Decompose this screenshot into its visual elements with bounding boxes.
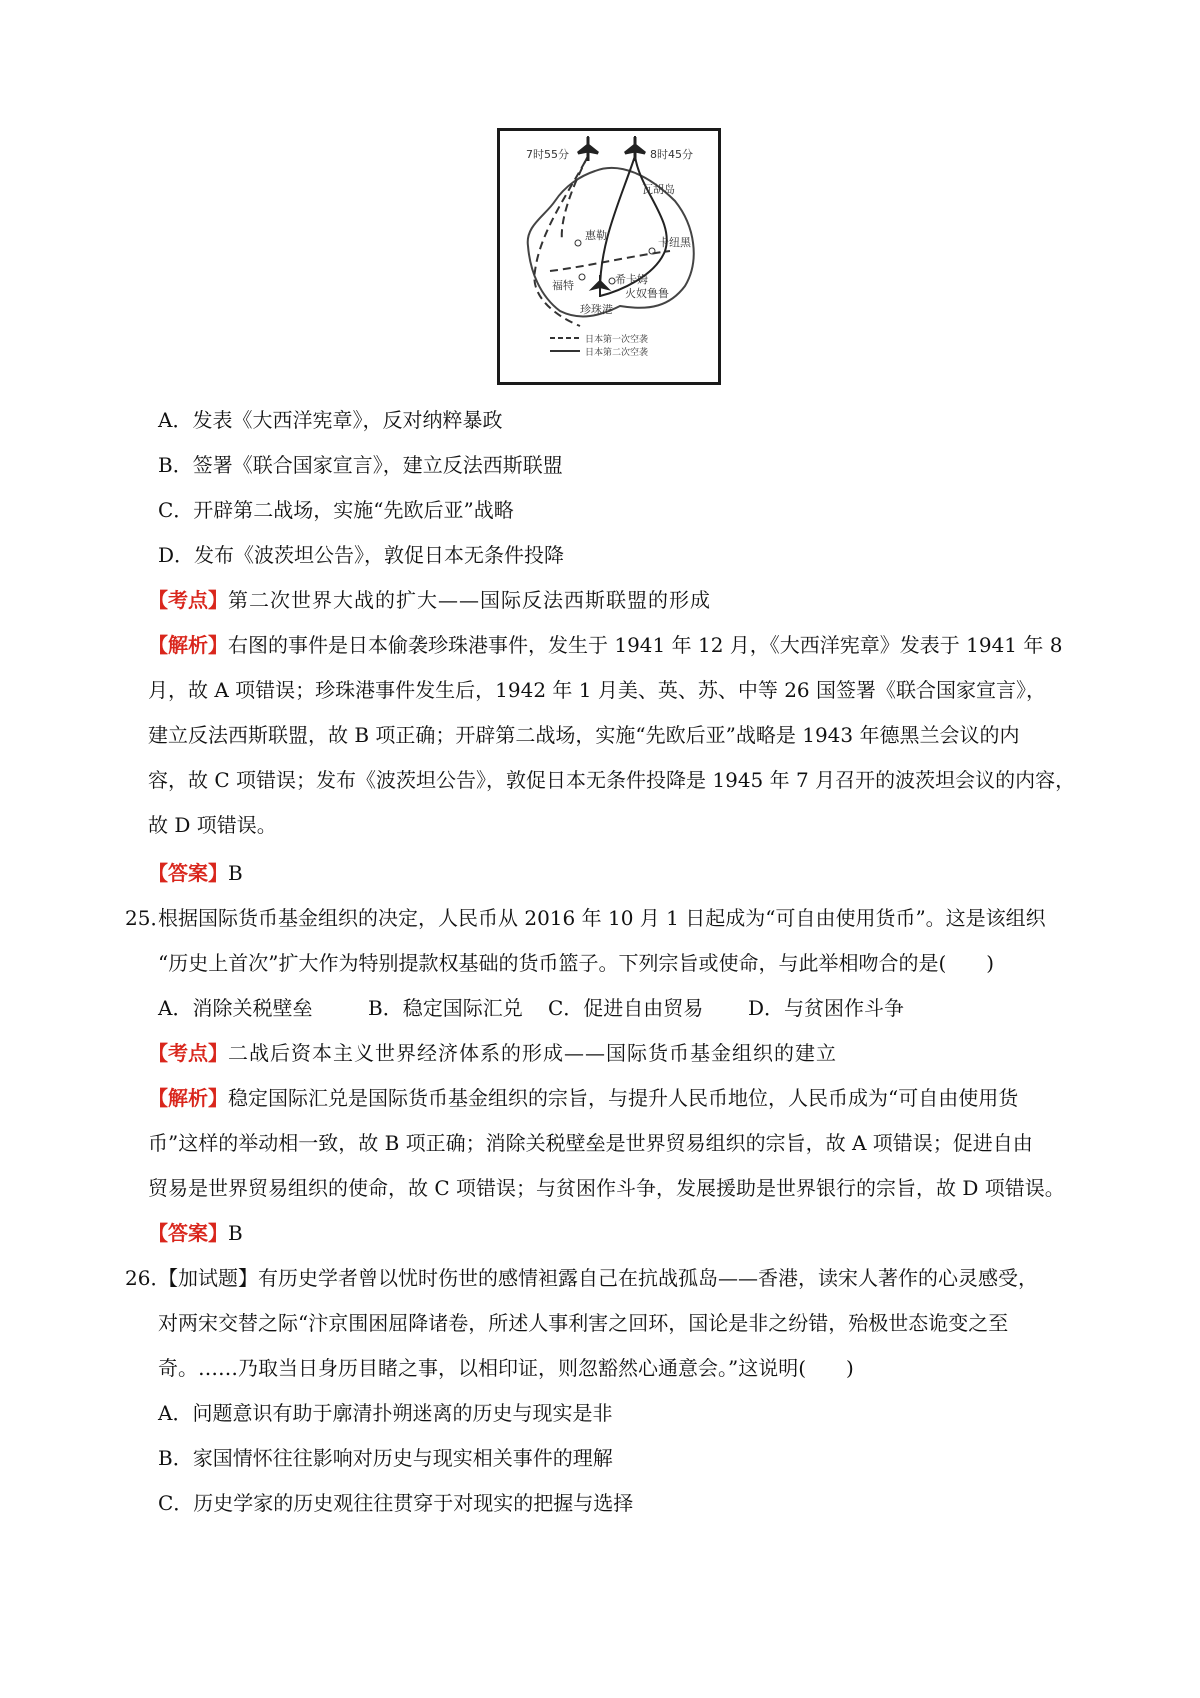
place-hickam: 希卡姆	[615, 273, 648, 286]
q25-answer	[148, 1219, 243, 1247]
jiexi-tag: 【解析】	[148, 633, 228, 657]
q25-answer-value: B	[228, 1221, 243, 1245]
plane-icon-wave2	[625, 137, 645, 161]
map-graphic	[500, 131, 718, 382]
kaodian-tag: 【考点】	[148, 588, 228, 612]
q25-option-a: A．消除关税壁垒	[158, 996, 313, 1020]
q25-jiexi-text-1: 稳定国际汇兑是国际货币基金组织的宗旨，与提升人民币地位，人民币成为“可自由使用货	[228, 1086, 1019, 1110]
answer-tag: 【答案】	[148, 1221, 228, 1245]
q25-jiexi-line-1	[148, 1084, 1018, 1112]
pearl-harbor-map	[497, 128, 721, 385]
q25-option-b: B．稳定国际汇兑	[368, 996, 523, 1020]
legend-wave2-label: 日本第二次空袭	[585, 348, 649, 358]
route-wave2-b	[600, 156, 635, 291]
q25-jiexi-line-3: 贸易是世界贸易组织的使命，故 C 项错误；与贫困作斗争，发展援助是世界银行的宗旨，故 D 项错误。	[148, 1176, 1065, 1200]
place-wheeler: 惠勒	[585, 229, 607, 242]
kaneohe-marker	[649, 248, 655, 254]
q24-answer-value: B	[228, 861, 243, 885]
q24-option-c: C．开辟第二战场，实施“先欧后亚”战略	[158, 498, 514, 522]
q24-jiexi-line-5: 故 D 项错误。	[148, 813, 277, 837]
q26-option-b: B．家国情怀往往影响对历史与现实相关事件的理解	[158, 1446, 613, 1470]
place-pearl-harbor: 珍珠港	[580, 303, 613, 316]
q25-stem-line-2: “历史上首次”扩大作为特别提款权基础的货币篮子。下列宗旨或使命，与此举相吻合的是( )	[158, 951, 995, 975]
place-oahu: 瓦胡岛	[642, 183, 675, 196]
q24-kaodian-text: 第二次世界大战的扩大——国际反法西斯联盟的形成	[228, 588, 711, 612]
wheeler-marker	[575, 240, 581, 246]
q24-jiexi-line-4: 容，故 C 项错误；发布《波茨坦公告》，敦促日本无条件投降是 1945 年 7 月召开的波茨坦会议的内容，	[148, 768, 1076, 792]
q26-option-c: C．历史学家的历史观往往贯穿于对现实的把握与选择	[158, 1491, 634, 1515]
kaodian-tag: 【考点】	[148, 1041, 228, 1065]
q26-option-a: A．问题意识有助于廓清扑朔迷离的历史与现实是非	[158, 1401, 613, 1425]
q25-options-row	[158, 994, 904, 1022]
q24-kaodian	[148, 586, 711, 614]
q25-stem-line-1: 根据国际货币基金组织的决定，人民币从 2016 年 10 月 1 日起成为“可自由使用货币”。这是该组织	[158, 906, 1046, 930]
q25-option-d: D．与贫困作斗争	[748, 996, 905, 1020]
q24-option-a: A．发表《大西洋宪章》，反对纳粹暴政	[158, 408, 503, 432]
q24-jiexi-text-1: 右图的事件是日本偷袭珍珠港事件，发生于 1941 年 12 月，《大西洋宪章》发表于 1941 年 8	[228, 633, 1063, 657]
place-honolulu: 火奴鲁鲁	[625, 287, 669, 300]
jiexi-tag: 【解析】	[148, 1086, 228, 1110]
q26-stem-line-2: 对两宋交替之际“汴京围困屈降诸卷，所述人事利害之回环，国论是非之纷错，殆极世态诡变之至	[158, 1311, 1009, 1335]
q25-kaodian-text: 二战后资本主义世界经济体系的形成——国际货币基金组织的建立	[228, 1041, 837, 1065]
time-label-1: 7时55分	[526, 148, 569, 161]
legend-wave1-label: 日本第一次空袭	[585, 335, 649, 345]
place-kaneohe: 卡纽黑	[658, 236, 691, 249]
q25-kaodian	[148, 1039, 837, 1067]
q24-jiexi-line-3: 建立反法西斯联盟，故 B 项正确；开辟第二战场，实施“先欧后亚”战略是 1943 年德黑兰会议的内	[148, 723, 1020, 747]
q24-jiexi-line-1	[148, 631, 1062, 659]
place-ford: 福特	[552, 279, 574, 292]
q24-option-b: B．签署《联合国家宣言》，建立反法西斯联盟	[158, 453, 563, 477]
plane-icon-wave1	[578, 137, 598, 161]
q26-stem-line-3: 奇。……乃取当日身历目睹之事，以相印证，则忽豁然心通意会。”这说明( )	[158, 1356, 854, 1380]
q26-number: 26．	[125, 1266, 171, 1290]
q25-option-c: C．促进自由贸易	[548, 996, 704, 1020]
q25-number: 25．	[125, 906, 171, 930]
time-label-2: 8时45分	[650, 148, 693, 161]
q24-jiexi-line-2: 月，故 A 项错误；珍珠港事件发生后，1942 年 1 月美、英、苏、中等 26 国签署《联合国家宣言》，	[148, 678, 1047, 702]
q25-jiexi-line-2: 币”这样的举动相一致，故 B 项正确；消除关税壁垒是世界贸易组织的宗旨，故 A 项错误；促进自由	[148, 1131, 1033, 1155]
q26-stem-line-1: 【加试题】有历史学者曾以忧时伤世的感情袒露自己在抗战孤岛——香港，读宋人著作的心灵感受，	[158, 1266, 1038, 1290]
q24-option-d: D．发布《波茨坦公告》，敦促日本无条件投降	[158, 543, 565, 567]
answer-tag: 【答案】	[148, 861, 228, 885]
q24-answer	[148, 859, 243, 887]
ford-marker	[579, 274, 585, 280]
